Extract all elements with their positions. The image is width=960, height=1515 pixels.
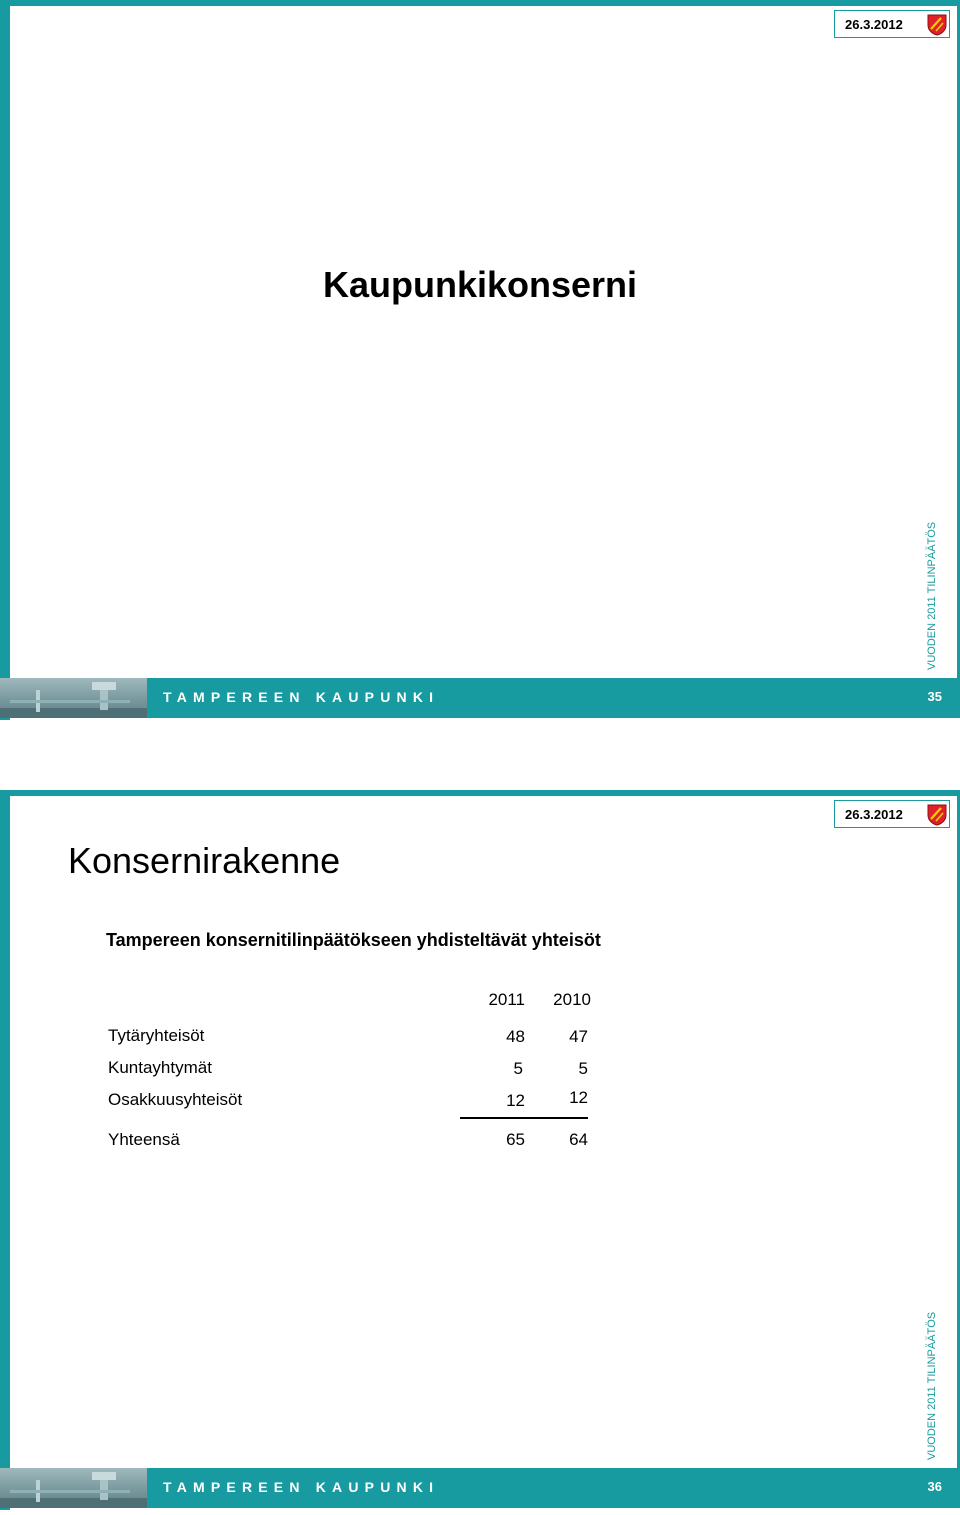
- side-label: VUODEN 2011 TILINPÄÄTÖS: [926, 521, 938, 670]
- total-value-2010: 64: [569, 1130, 588, 1149]
- header-2010: 2010: [553, 990, 591, 1009]
- row-value-2010: 12: [569, 1088, 588, 1107]
- sum-divider: [460, 1117, 588, 1119]
- total-value-2011: 65: [506, 1130, 525, 1149]
- row-value-2010: 47: [569, 1027, 588, 1046]
- slide-title: Konsernirakenne: [68, 840, 341, 881]
- tampere-crest-icon: [927, 14, 947, 36]
- row-value-2011: 48: [506, 1027, 525, 1046]
- top-accent-bar: [0, 0, 960, 6]
- top-accent-bar: [0, 790, 960, 796]
- footer-brand: TAMPEREEN KAUPUNKI: [163, 689, 440, 705]
- footer-bar: [0, 678, 960, 718]
- footer-photo: [0, 1468, 147, 1508]
- left-accent-bar: [0, 0, 10, 720]
- row-value-2010: 5: [578, 1059, 588, 1078]
- header-2011: 2011: [488, 990, 525, 1009]
- row-label: Tytäryhteisöt: [108, 1026, 205, 1045]
- footer-bar: [0, 1468, 960, 1508]
- row-value-2011: 12: [506, 1091, 525, 1110]
- tampere-crest-icon: [927, 804, 947, 826]
- left-accent-bar: [0, 790, 10, 1510]
- date-box: [834, 10, 950, 38]
- footer-photo: [0, 678, 147, 718]
- row-value-2011: 5: [513, 1059, 523, 1078]
- side-label: VUODEN 2011 TILINPÄÄTÖS: [926, 1311, 938, 1460]
- footer-brand: TAMPEREEN KAUPUNKI: [163, 1479, 440, 1495]
- date-box: [834, 800, 950, 828]
- slide-35: [0, 0, 960, 720]
- total-label: Yhteensä: [108, 1130, 180, 1149]
- city-skyline-icon: [0, 678, 147, 718]
- slide-date: 26.3.2012: [845, 17, 903, 32]
- slide-subtitle: Tampereen konsernitilinpäätökseen yhdisteltävät yhteisöt: [106, 930, 601, 950]
- slide-36: [0, 790, 960, 1510]
- slide-title: Kaupunkikonserni: [322, 264, 638, 305]
- row-label: Kuntayhtymät: [108, 1058, 212, 1077]
- page-number: 36: [927, 1479, 942, 1494]
- city-skyline-icon: [0, 1468, 147, 1508]
- row-label: Osakkuusyhteisöt: [108, 1090, 243, 1109]
- page-number: 35: [927, 689, 942, 704]
- slide-date: 26.3.2012: [845, 807, 903, 822]
